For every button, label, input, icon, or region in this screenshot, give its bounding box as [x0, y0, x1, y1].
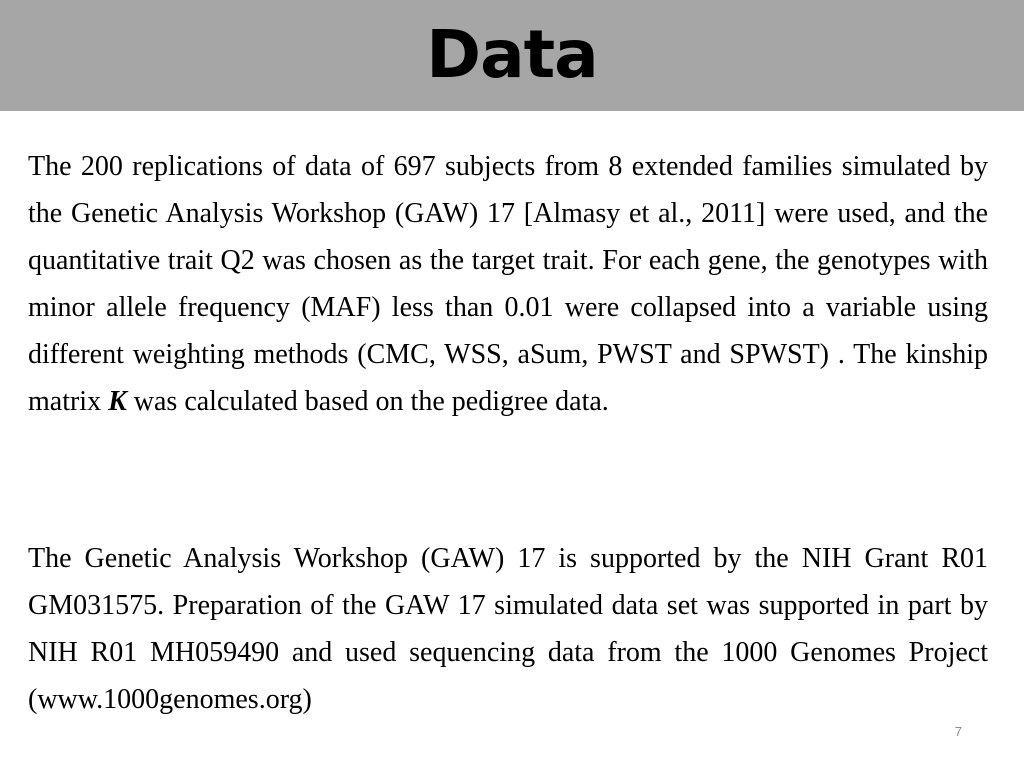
slide-title: Data	[426, 16, 598, 93]
kinship-matrix-symbol: K	[108, 386, 127, 417]
paragraph-data-description	[28, 143, 988, 425]
paragraph-text: The 200 replications of data of 697 subjects from 8 extended families simulated by the Genetic Analysis Workshop (GAW) 17 [Almasy et al., 2011] were used, and the quantitative trait Q2 was chosen as the target trait. For each gene, the genotypes with minor allele frequency (MAF) less than 0.01 were collapsed into a variable using different weighting methods (CMC, WSS, aSum, PWST and SPWST) . The kinship matrix	[28, 151, 988, 417]
page-number: 7	[954, 724, 962, 739]
paragraph-text-end: was calculated based on the pedigree data.	[126, 386, 609, 417]
paragraph-acknowledgment: The Genetic Analysis Workshop (GAW) 17 is supported by the NIH Grant R01 GM031575. Preparation of the GAW 17 simulated data set was supported in part by NIH R01 MH059490 and used sequencing data from the 1000 Genomes Project (www.1000genomes.org)	[28, 543, 988, 715]
